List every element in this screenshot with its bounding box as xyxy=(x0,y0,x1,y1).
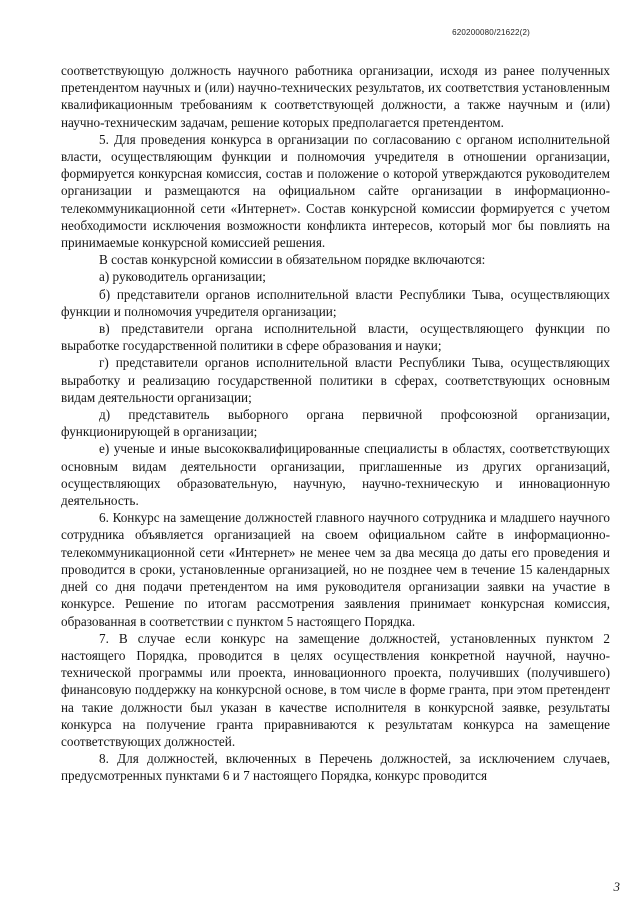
paragraph-item-8: 8. Для должностей, включенных в Перечень должностей, за исключением случаев, предусмотренных пунктами 6 и 7 настоящего Порядка, конкурс проводится xyxy=(61,751,610,784)
list-item-e: е) ученые и иные высококвалифицированные специалисты в областях, соответствующих основным видам деятельности организации, приглашенные из других организаций, осуществляющих образовательную, научную, научно-техническую и инновационную деятельность. xyxy=(61,441,610,509)
paragraph-continuation: соответствующую должность научного работника организации, исходя из ранее полученных претендентом научных и (или) научно-технических результатов, их соответствия установленным квалификационным требованиям к соответствующей должности, а также научным и (или) научно-техническим задачам, решение которых предполагается претендентом. xyxy=(61,63,610,130)
page-number: 3 xyxy=(613,879,620,894)
list-item-d: д) представитель выборного органа первичной профсоюзной организации, функционирующей в организации; xyxy=(61,407,610,440)
list-item-a: а) руководитель организации; xyxy=(99,269,266,285)
paragraph-commission-intro: В состав конкурсной комиссии в обязательном порядке включаются: xyxy=(99,252,486,268)
list-item-v: в) представители органа исполнительной власти, осуществляющего функции по выработке государственной политики в сфере образования и науки; xyxy=(61,321,610,354)
paragraph-item-6: 6. Конкурс на замещение должностей главного научного сотрудника и младшего научного сотрудника объявляется организацией на своем официальном сайте в информационно-телекоммуникационной сети «Интернет» не менее чем за два месяца до даты его проведения и проводится в сроки, установленные организацией, но не позднее чем в течение 15 календарных дней со дня подачи претендентом на имя руководителя организации заявки на участие в конкурсе. Решение по итогам рассмотрения заявления принимает конкурсная комиссия, образованная в соответствии с пунктом 5 настоящего Порядка. xyxy=(61,510,610,629)
document-body xyxy=(61,62,610,785)
list-item-b: б) представители органов исполнительной власти Республики Тыва, осуществляющих функции и полномочия учредителя организации; xyxy=(61,286,610,319)
paragraph-item-7: 7. В случае если конкурс на замещение должностей, установленных пунктом 2 настоящего Порядка, проводится в целях осуществления конкретной научной, научно-технической программы или проекта, инновационного проекта, получивших (получившего) финансовую поддержку на конкурсной основе, в том числе в форме гранта, при этом претендент на такие должности был указан в качестве исполнителя в конкурсной заявке, результаты конкурса на получение гранта приравниваются к результатам конкурса на замещение соответствующих должностей. xyxy=(61,630,610,749)
list-item-g: г) представители органов исполнительной власти Республики Тыва, осуществляющих выработку и реализацию государственной политики в сферах, соответствующих основным видам деятельности организации; xyxy=(61,355,610,405)
paragraph-item-5: 5. Для проведения конкурса в организации по согласованию с органом исполнительной власти, осуществляющим функции и полномочия учредителя в отношении организации, формируется конкурсная комиссия, состав и положение о которой утверждаются руководителем организации и размещаются на официальном сайте организации в информационно-телекоммуникационной сети «Интернет». Состав конкурсной комиссии формируется с учетом необходимости исключения возможности конфликта интересов, который мог бы повлиять на принимаемые конкурсной комиссией решения. xyxy=(61,131,610,251)
document-code: 620200080/21622(2) xyxy=(452,28,530,37)
